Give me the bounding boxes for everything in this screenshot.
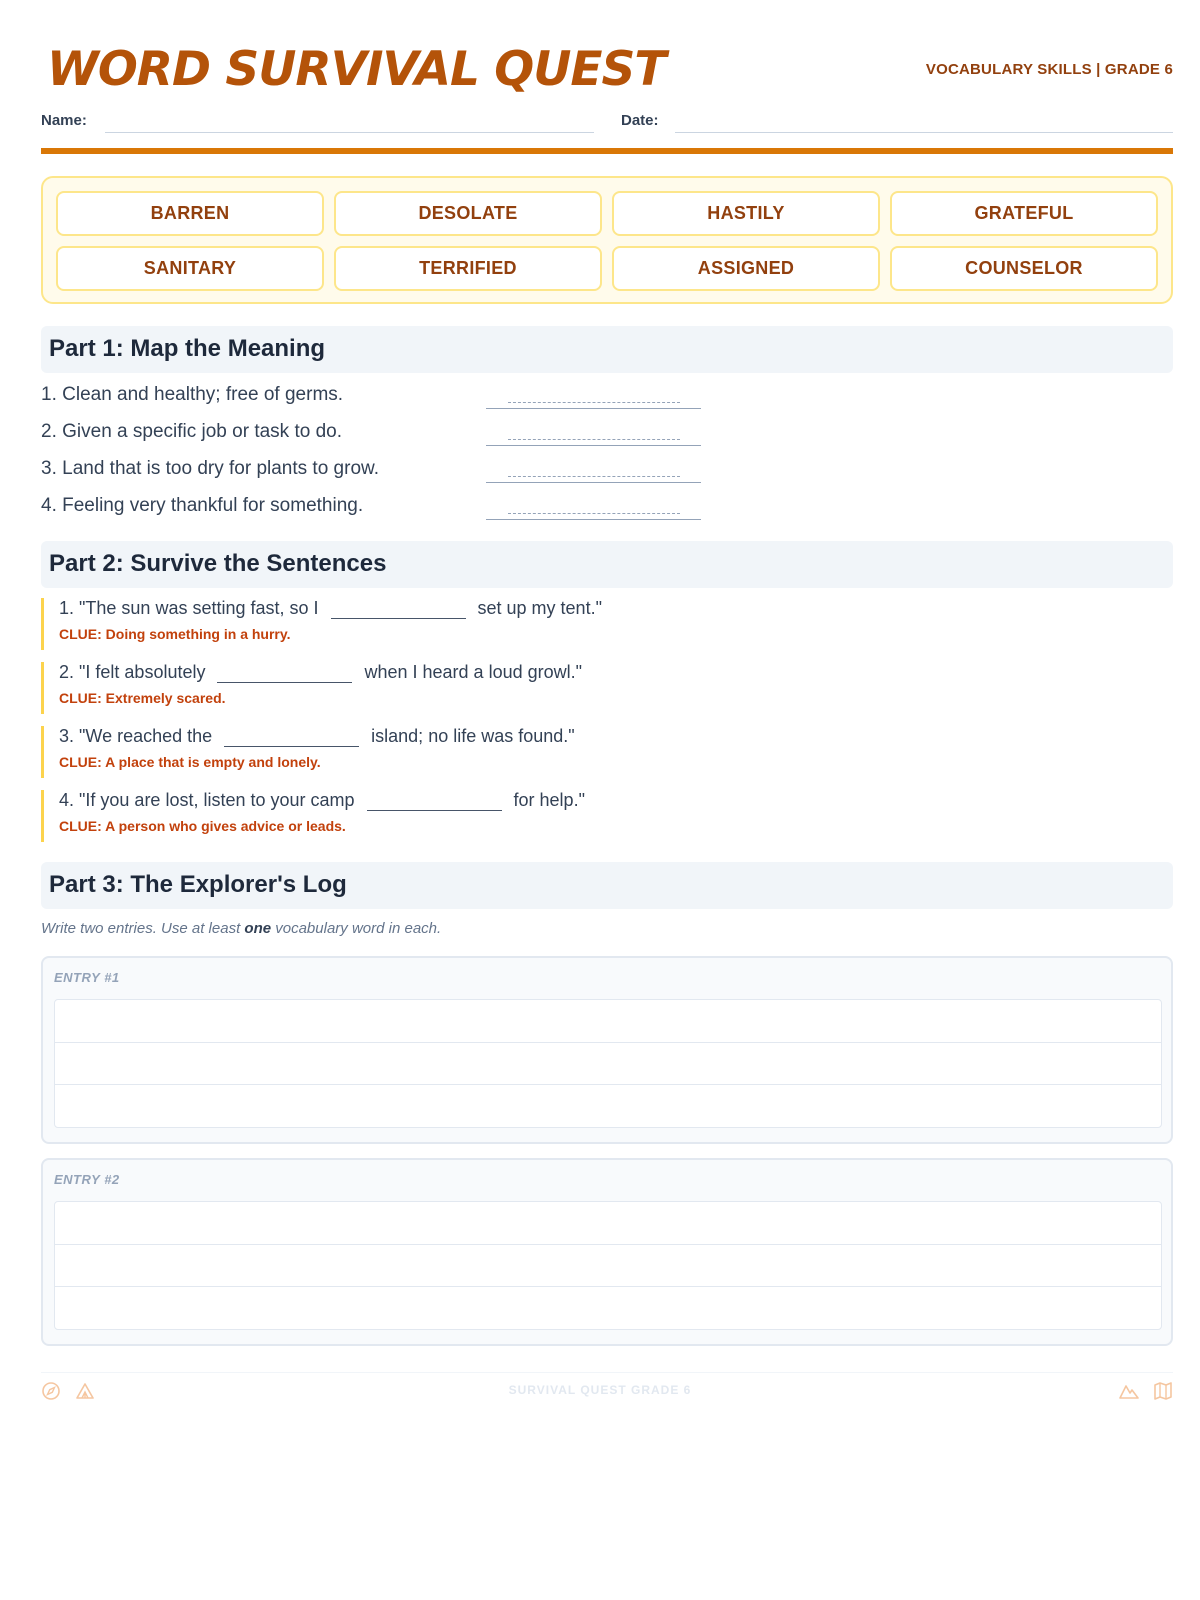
part2-title: Part 2: Survive the Sentences: [49, 550, 387, 577]
word-bank-item: COUNSELOR: [890, 246, 1158, 291]
writing-line: [55, 1286, 1161, 1287]
compass-icon: [40, 1380, 62, 1402]
part1-question: 3. Land that is too dry for plants to grow.: [41, 458, 379, 479]
entry-label: ENTRY #2: [54, 1172, 120, 1187]
part2-item: [41, 662, 941, 714]
part1-answer-field[interactable]: [486, 408, 701, 409]
part2-item: [41, 598, 941, 650]
name-label: Name:: [41, 112, 87, 129]
word-bank-item: TERRIFIED: [334, 246, 602, 291]
sentence-before: 2. "I felt absolutely: [59, 662, 206, 682]
part3-instructions: [41, 920, 441, 937]
footer-divider: [41, 1372, 1173, 1373]
name-date-row: [41, 108, 1173, 138]
part1-question: 1. Clean and healthy; free of germs.: [41, 384, 344, 405]
sentence-after: set up my tent.": [477, 598, 602, 618]
footer-text: SURVIVAL QUEST GRADE 6: [508, 1383, 692, 1397]
sentence: [59, 598, 602, 619]
entry-box: [41, 956, 1173, 1144]
word-bank-item: ASSIGNED: [612, 246, 880, 291]
writing-line: [55, 1042, 1161, 1043]
header: [41, 40, 1173, 100]
part1-answer-field[interactable]: [486, 445, 701, 446]
part1-question: 2. Given a specific job or task to do.: [41, 421, 342, 442]
sentence-blank-field[interactable]: [217, 667, 352, 683]
word-bank-item: HASTILY: [612, 191, 880, 236]
entry-label: ENTRY #1: [54, 970, 120, 985]
word-bank: [41, 176, 1173, 304]
part2-item: [41, 726, 941, 778]
instructions-text: Write two entries. Use at least: [41, 920, 245, 937]
part1-title: Part 1: Map the Meaning: [49, 335, 326, 362]
tent-icon: [74, 1380, 96, 1402]
sentence: [59, 662, 582, 683]
name-field[interactable]: [105, 132, 594, 133]
sentence-before: 3. "We reached the: [59, 726, 213, 746]
entry-writing-area[interactable]: [54, 999, 1162, 1128]
sentence-blank-field[interactable]: [224, 731, 359, 747]
worksheet-title: WORD SURVIVAL QUEST: [47, 42, 666, 97]
instructions-emphasis: one: [244, 920, 272, 937]
part1-question: 4. Feeling very thankful for something.: [41, 495, 364, 516]
instructions-text: vocabulary word in each.: [271, 920, 442, 937]
part1-header: [41, 326, 1173, 373]
mountain-icon: [1118, 1380, 1140, 1402]
answer-guide: [508, 439, 680, 440]
answer-guide: [508, 513, 680, 514]
sentence-before: 4. "If you are lost, listen to your camp: [59, 790, 355, 810]
answer-guide: [508, 402, 680, 403]
part1-answer-field[interactable]: [486, 519, 701, 520]
sentence-blank-field[interactable]: [367, 795, 502, 811]
clue-text: CLUE: Doing something in a hurry.: [59, 626, 291, 642]
clue-text: CLUE: Extremely scared.: [59, 690, 226, 706]
part2-item: [41, 790, 941, 842]
date-label: Date:: [621, 112, 659, 129]
sentence-after: when I heard a loud growl.": [364, 662, 583, 682]
date-field[interactable]: [675, 132, 1173, 133]
sentence-after: for help.": [513, 790, 585, 810]
answer-guide: [508, 476, 680, 477]
worksheet-subtitle: VOCABULARY SKILLS | GRADE 6: [925, 61, 1173, 78]
part2-header: [41, 541, 1173, 588]
header-divider: [41, 148, 1173, 154]
word-bank-item: GRATEFUL: [890, 191, 1158, 236]
sentence-blank-field[interactable]: [331, 603, 466, 619]
writing-line: [55, 1244, 1161, 1245]
map-icon: [1152, 1380, 1174, 1402]
part1-answer-field[interactable]: [486, 482, 701, 483]
word-bank-item: BARREN: [56, 191, 324, 236]
word-bank-item: DESOLATE: [334, 191, 602, 236]
clue-text: CLUE: A person who gives advice or leads.: [59, 818, 346, 834]
sentence: [59, 790, 585, 811]
entry-box: [41, 1158, 1173, 1346]
word-bank-item: SANITARY: [56, 246, 324, 291]
sentence-after: island; no life was found.": [371, 726, 575, 746]
sentence: [59, 726, 575, 747]
part3-header: [41, 862, 1173, 909]
entry-writing-area[interactable]: [54, 1201, 1162, 1330]
writing-line: [55, 1084, 1161, 1085]
part3-title: Part 3: The Explorer's Log: [49, 871, 347, 898]
sentence-before: 1. "The sun was setting fast, so I: [59, 598, 319, 618]
clue-text: CLUE: A place that is empty and lonely.: [59, 754, 321, 770]
